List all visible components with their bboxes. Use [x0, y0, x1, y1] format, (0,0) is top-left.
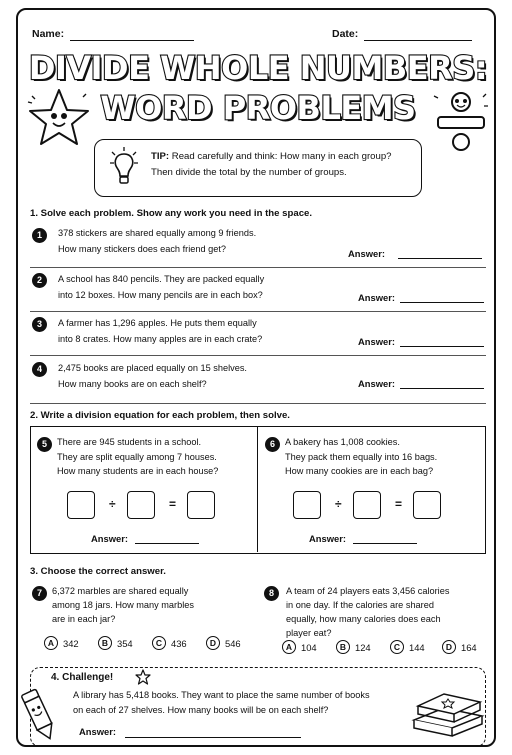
- problem-text: [285, 435, 485, 479]
- challenge-line: on each of 27 shelves. How many books will be on each shelf?: [73, 705, 329, 715]
- answer-label: Answer:: [79, 726, 116, 737]
- problem-line: A team of 24 players eats 3,456 calories: [286, 586, 450, 596]
- equals-sign: =: [395, 497, 403, 511]
- choice-a[interactable]: [44, 636, 79, 650]
- choice-letter: A: [282, 640, 296, 654]
- problem-line: How many books are on each shelf?: [58, 378, 207, 389]
- problem-line: into 8 crates. How many apples are in each crate?: [58, 333, 263, 344]
- page-title-line1: DIVIDE WHOLE NUMBERS:: [28, 49, 488, 87]
- section2-box: [30, 426, 486, 554]
- problem-text: [58, 316, 358, 347]
- problem-line: 6,372 marbles are shared equally: [52, 586, 189, 596]
- answer-label: Answer:: [309, 533, 346, 544]
- problem-line: 378 stickers are shared equally among 9 friends.: [58, 228, 257, 238]
- choice-letter: C: [152, 636, 166, 650]
- problem-text: [57, 435, 257, 479]
- tip-label: TIP:: [151, 151, 170, 162]
- section3-heading: 3. Choose the correct answer.: [30, 566, 166, 577]
- section1-heading: 1. Solve each problem. Show any work you need in the space.: [30, 208, 313, 219]
- problem-line: are in each jar?: [52, 614, 116, 624]
- answer-label: Answer:: [348, 248, 385, 259]
- quotient-box[interactable]: [413, 491, 441, 519]
- divide-sign: ÷: [335, 497, 342, 511]
- choice-letter: D: [442, 640, 456, 654]
- date-line[interactable]: [364, 40, 472, 41]
- tip-box: [94, 139, 422, 197]
- choice-value: 144: [409, 641, 425, 653]
- choice-value: 164: [461, 641, 477, 653]
- pencil-mascot-icon: [20, 686, 58, 744]
- problem-text: [52, 584, 242, 626]
- choice-letter: B: [336, 640, 350, 654]
- answer-line[interactable]: [400, 388, 484, 389]
- problem-line: among 18 jars. How many marbles: [52, 600, 194, 610]
- choice-c[interactable]: [390, 640, 425, 654]
- star-outline-icon: [135, 669, 151, 685]
- name-label: Name:: [32, 28, 65, 40]
- problem-number: 5: [37, 437, 52, 452]
- problem-text: [58, 226, 358, 257]
- problem-6: [259, 427, 487, 552]
- choice-c[interactable]: [152, 636, 187, 650]
- problem-line: They pack them equally into 16 bags.: [285, 451, 438, 462]
- tip-text: [151, 149, 421, 181]
- answer-line[interactable]: [398, 258, 482, 259]
- choice-letter: B: [98, 636, 112, 650]
- problem-line: 2,475 books are placed equally on 15 shelves.: [58, 363, 247, 373]
- divisor-box[interactable]: [353, 491, 381, 519]
- page-title-line2: WORD PROBLEMS: [100, 89, 416, 127]
- problem-line: There are 945 students in a school.: [57, 437, 202, 447]
- answer-label: Answer:: [358, 336, 395, 347]
- answer-line[interactable]: [135, 543, 199, 544]
- date-label: Date:: [332, 28, 359, 40]
- dividend-box[interactable]: [293, 491, 321, 519]
- divide-sign-mascot-icon: [430, 90, 492, 154]
- problem-line: equally, how many calories does each: [286, 614, 441, 624]
- choice-value: 124: [355, 641, 371, 653]
- divide-sign: ÷: [109, 497, 116, 511]
- challenge-heading: 4. Challenge!: [51, 672, 114, 683]
- choice-d[interactable]: [442, 640, 477, 654]
- divider: [30, 403, 486, 404]
- choice-b[interactable]: [98, 636, 133, 650]
- answer-label: Answer:: [91, 533, 128, 544]
- choice-value: 436: [171, 637, 187, 649]
- choice-value: 354: [117, 637, 133, 649]
- divisor-box[interactable]: [127, 491, 155, 519]
- choice-a[interactable]: [282, 640, 317, 654]
- problem-number: 7: [32, 586, 47, 601]
- answer-line[interactable]: [125, 737, 301, 738]
- problem-number: 6: [265, 437, 280, 452]
- answer-line[interactable]: [400, 302, 484, 303]
- problem-line: A farmer has 1,296 apples. He puts them equally: [58, 318, 257, 328]
- section2-heading: 2. Write a division equation for each problem, then solve.: [30, 410, 290, 421]
- problem-line: A bakery has 1,008 cookies.: [285, 437, 400, 447]
- divider: [30, 311, 486, 312]
- problem-line: How many cookies are in each bag?: [285, 466, 434, 476]
- problem-line: into 12 boxes. How many pencils are in each box?: [58, 289, 263, 300]
- answer-line[interactable]: [400, 346, 484, 347]
- problem-number: 4: [32, 362, 47, 377]
- problem-text: [58, 272, 358, 303]
- answer-label: Answer:: [358, 292, 395, 303]
- problem-line: They are split equally among 7 houses.: [57, 451, 217, 462]
- divider: [30, 355, 486, 356]
- tip-line2: Then divide the total by the number of groups.: [151, 167, 347, 178]
- equals-sign: =: [169, 497, 177, 511]
- problem-line: How many stickers does each friend get?: [58, 243, 227, 254]
- problem-number: 8: [264, 586, 279, 601]
- book-stack-icon: [408, 684, 488, 740]
- problem-number: 3: [32, 317, 47, 332]
- section2-divider: [257, 427, 258, 552]
- choice-b[interactable]: [336, 640, 371, 654]
- challenge-text: [73, 688, 403, 718]
- problem-line: A school has 840 pencils. They are packed equally: [58, 274, 265, 284]
- problem-5: [31, 427, 259, 552]
- divider: [30, 267, 486, 268]
- choice-value: 342: [63, 637, 79, 649]
- dividend-box[interactable]: [67, 491, 95, 519]
- choice-letter: C: [390, 640, 404, 654]
- choice-letter: D: [206, 636, 220, 650]
- choice-value: 546: [225, 637, 241, 649]
- problem-text: [58, 361, 358, 392]
- answer-line[interactable]: [353, 543, 417, 544]
- problem-line: player eat?: [286, 628, 332, 638]
- choice-d[interactable]: [206, 636, 241, 650]
- choice-letter: A: [44, 636, 58, 650]
- problem-text: [286, 584, 486, 640]
- challenge-line: A library has 5,418 books. They want to place the same number of books: [73, 690, 370, 700]
- answer-label: Answer:: [358, 378, 395, 389]
- tip-line1: Read carefully and think: How many in each group?: [171, 151, 392, 162]
- star-mascot-icon: [24, 86, 94, 150]
- problem-number: 2: [32, 273, 47, 288]
- quotient-box[interactable]: [187, 491, 215, 519]
- problem-line: How many students are in each house?: [57, 466, 219, 476]
- lightbulb-icon: [109, 146, 139, 188]
- choice-value: 104: [301, 641, 317, 653]
- worksheet-page: [16, 8, 496, 747]
- problem-line: in one day. If the calories are shared: [286, 600, 434, 610]
- name-line[interactable]: [70, 40, 194, 41]
- problem-number: 1: [32, 228, 47, 243]
